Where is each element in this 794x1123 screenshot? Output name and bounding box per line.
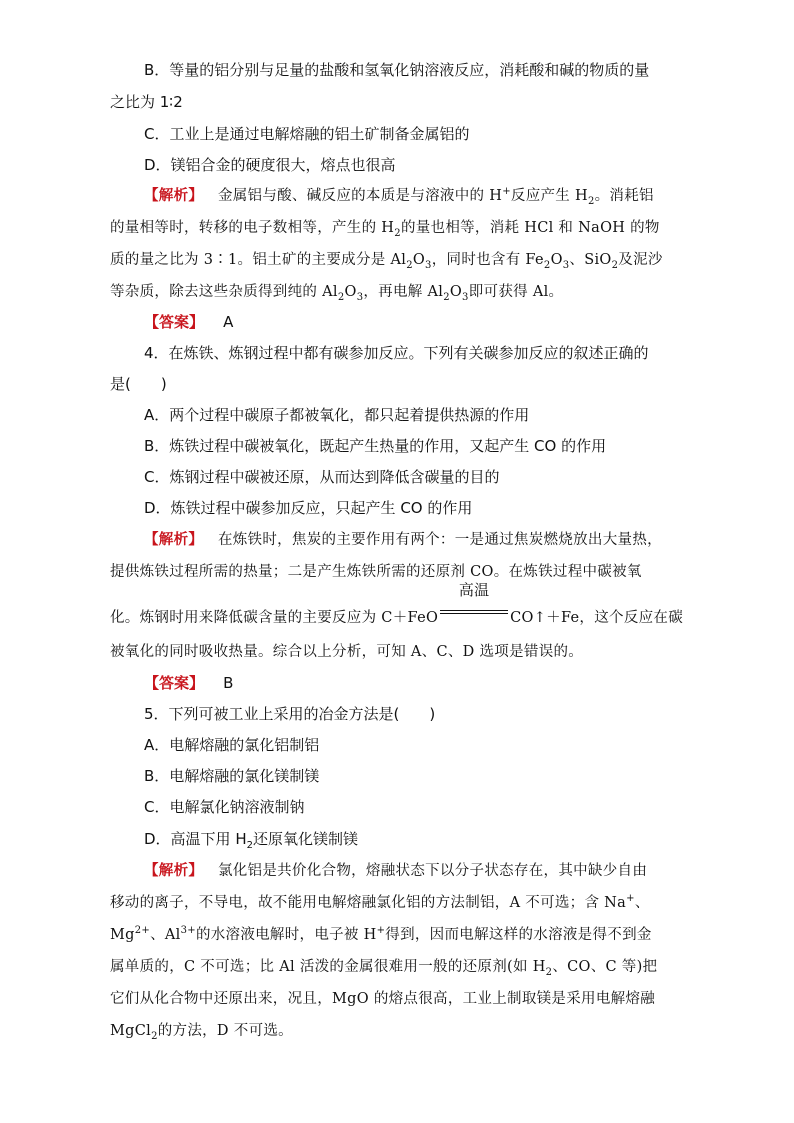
q4-stem-line1: 4．在炼铁、炼钢过程中都有碳参加反应。下列有关碳参加反应的叙述正确的 — [144, 344, 649, 362]
q3-analysis-line4: 等杂质，除去这些杂质得到纯的 $Al_2O_3$，再电解 $Al_2O_3$即可获得 Al。 — [110, 284, 564, 303]
q3-option-b-line2: 之比为 1∶2 — [110, 93, 183, 111]
q4-analysis-line4: 被氧化的同时吸收热量。综合以上分析，可知 A、C、D 选项是错误的。 — [110, 644, 584, 660]
q5-analysis-line6: MgCl$_2$的方法，D 不可选。 — [110, 1023, 293, 1042]
q3-option-c: C．工业上是通过电解熔融的铝土矿制备金属铝的 — [144, 125, 470, 143]
q5-option-d: D．高温下用 $H_2$还原氧化镁制镁 — [144, 830, 358, 851]
q5-analysis-line3: $Mg^{2+}$、$Al^{3+}$的水溶液电解时，电子被 H+得到，因而电解这样的水溶液是得不到金 — [110, 925, 652, 943]
analysis-label: 【解析】 — [144, 532, 204, 548]
q5-analysis-line2: 移动的离子，不导电，故不能用电解熔融氯化铝的方法制铝，A 不可选；含 Na+、 — [110, 893, 650, 911]
q5-option-a: A．电解熔融的氯化铝制铝 — [144, 736, 320, 754]
q4-analysis-line3: 化。炼钢时用来降低碳含量的主要反应为 C＋FeO 高温 CO↑＋Fe，这个反应在碳 — [110, 581, 684, 626]
q4-analysis-line2: 提供炼铁过程所需的热量；二是产生炼铁所需的还原剂 CO。在炼铁过程中碳被氧 — [110, 564, 642, 580]
reaction-condition: 高温 — [458, 581, 490, 599]
reaction-equals-sign — [438, 581, 510, 622]
q5-option-b: B．电解熔融的氯化镁制镁 — [144, 767, 320, 785]
q4-option-d: D．炼铁过程中碳参加反应，只起产生 CO 的作用 — [144, 499, 473, 517]
q5-option-c: C．电解氯化钠溶液制钠 — [144, 798, 305, 816]
q4-answer: 【答案】 B — [144, 674, 234, 692]
q4-option-a: A．两个过程中碳原子都被氧化，都只起着提供热源的作用 — [144, 406, 530, 424]
analysis-label: 【解析】 — [144, 188, 204, 204]
q5-analysis-line4: 属单质的，C 不可选；比 Al 活泼的金属很难用一般的还原剂(如 $H_2$、CO、C 等)把 — [110, 959, 658, 978]
analysis-label: 【解析】 — [144, 863, 204, 879]
q5-analysis-line5: 它们从化合物中还原出来，况且，MgO 的熔点很高，工业上制取镁是采用电解熔融 — [110, 991, 656, 1007]
q4-option-c: C．炼钢过程中碳被还原，从而达到降低含碳量的目的 — [144, 468, 500, 486]
q4-stem-line2: 是( ) — [110, 375, 167, 393]
q3-answer: 【答案】 A — [144, 313, 234, 331]
answer-label: 【答案】 — [144, 313, 205, 331]
q3-analysis-line3: 质的量之比为 3∶1。铝土矿的主要成分是 $Al_2O_3$，同时也含有 $Fe_2O_3$、SiO$_2$及泥沙 — [110, 252, 663, 271]
q5-stem: 5．下列可被工业上采用的冶金方法是( ) — [144, 705, 436, 723]
q4-analysis-line1: 【解析】 在炼铁时，焦炭的主要作用有两个：一是通过焦炭燃烧放出大量热， — [144, 532, 662, 548]
answer-label: 【答案】 — [144, 674, 205, 692]
q3-option-d: D．镁铝合金的硬度很大，熔点也很高 — [144, 156, 396, 174]
q3-option-b-line1: B．等量的铝分别与足量的盐酸和氢氧化钠溶液反应，消耗酸和碱的物质的量 — [144, 61, 650, 79]
q3-analysis-line1: 【解析】 金属铝与酸、碱反应的本质是与溶液中的 H+反应产生 $H_2$。消耗铝 — [144, 186, 654, 207]
q4-option-b: B．炼铁过程中碳被氧化，既起产生热量的作用，又起产生 CO 的作用 — [144, 437, 607, 455]
q3-analysis-line2: 的量相等时，转移的电子数相等，产生的 $H_2$的量也相等，消耗 HCl 和 NaOH 的物 — [110, 220, 660, 239]
q5-analysis-line1: 【解析】 氯化铝是共价化合物，熔融状态下以分子状态存在，其中缺少自由 — [144, 863, 648, 879]
